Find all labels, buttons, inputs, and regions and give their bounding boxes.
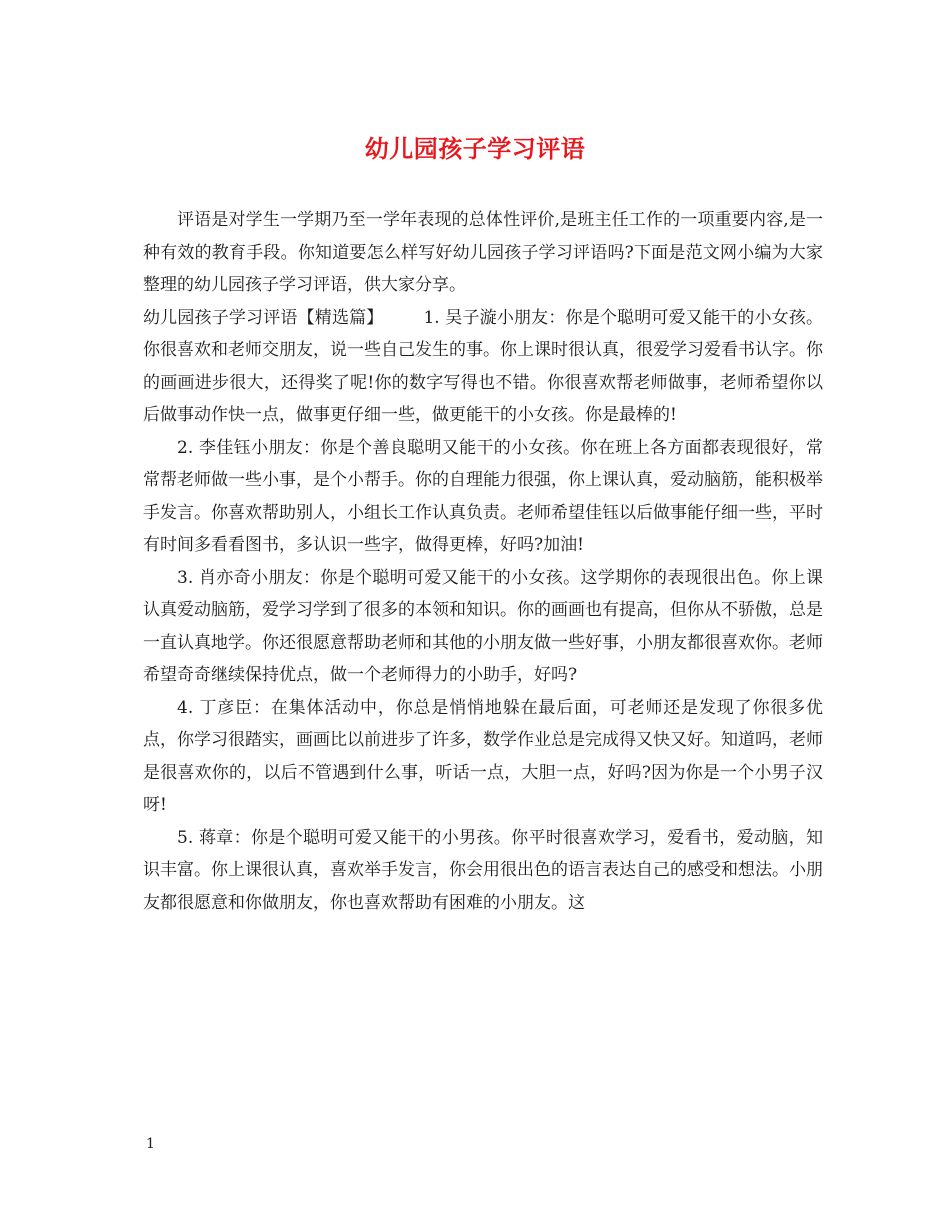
page-number: 1 — [146, 1136, 155, 1152]
comment-item-2: 2. 李佳钰小朋友：你是个善良聪明又能干的小女孩。你在班上各方面都表现很好，常常帮老师做一些小事，是个小帮手。你的自理能力很强，你上课认真，爱动脑筋，能积极举手发言。你喜欢帮助别人，小组长工作认真负责。老师希望佳钰以后做事能仔细一些，平时有时间多看看图书，多认识一些字，做得更棒，好吗?加油! — [143, 437, 823, 555]
section-heading: 幼儿园孩子学习评语【精选篇】 — [143, 307, 384, 328]
intro-paragraph: 评语是对学生一学期乃至一学年表现的总体性评价,是班主任工作的一项重要内容,是一种有效的教育手段。你知道要怎么样写好幼儿园孩子学习评语吗?下面是范文网小编为大家整理的幼儿园孩子学习评语，供大家分享。 — [143, 210, 823, 295]
comment-item-5: 5. 蒋章：你是个聪明可爱又能干的小男孩。你平时很喜欢学习，爱看书，爱动脑，知识丰富。你上课很认真，喜欢举手发言，你会用很出色的语言表达自己的感受和想法。小朋友都很愿意和你做朋友，你也喜欢帮助有困难的小朋友。这 — [143, 827, 823, 913]
first-comment-paragraph — [143, 302, 823, 432]
document-body — [143, 204, 823, 919]
comment-item-3: 3. 肖亦奇小朋友：你是个聪明可爱又能干的小女孩。这学期你的表现很出色。你上课认真爱动脑筋，爱学习学到了很多的本领和知识。你的画画也有提高，但你从不骄傲，总是一直认真地学。你还很愿意帮助老师和其他的小朋友做一些好事，小朋友都很喜欢你。老师希望奇奇继续保持优点，做一个老师得力的小助手，好吗? — [143, 567, 823, 685]
comment-item-4: 4. 丁彦臣：在集体活动中，你总是悄悄地躲在最后面，可老师还是发现了你很多优点，你学习很踏实，画画比以前进步了许多，数学作业总是完成得又快又好。知道吗，老师是很喜欢你的，以后不管遇到什么事，听话一点，大胆一点，好吗?因为你是一个小男子汉呀! — [143, 697, 823, 815]
comment-item-1: 1. 吴子漩小朋友：你是个聪明可爱又能干的小女孩。你很喜欢和老师交朋友，说一些自己发生的事。你上课时很认真，很爱学习爱看书认字。你的画画进步很大，还得奖了呢!你的数字写得也不错。你很喜欢帮老师做事，老师希望你以后做事动作快一点，做事更仔细一些，做更能干的小女孩。你是最棒的! — [143, 307, 824, 425]
document-title: 幼儿园孩子学习评语 — [364, 134, 586, 163]
